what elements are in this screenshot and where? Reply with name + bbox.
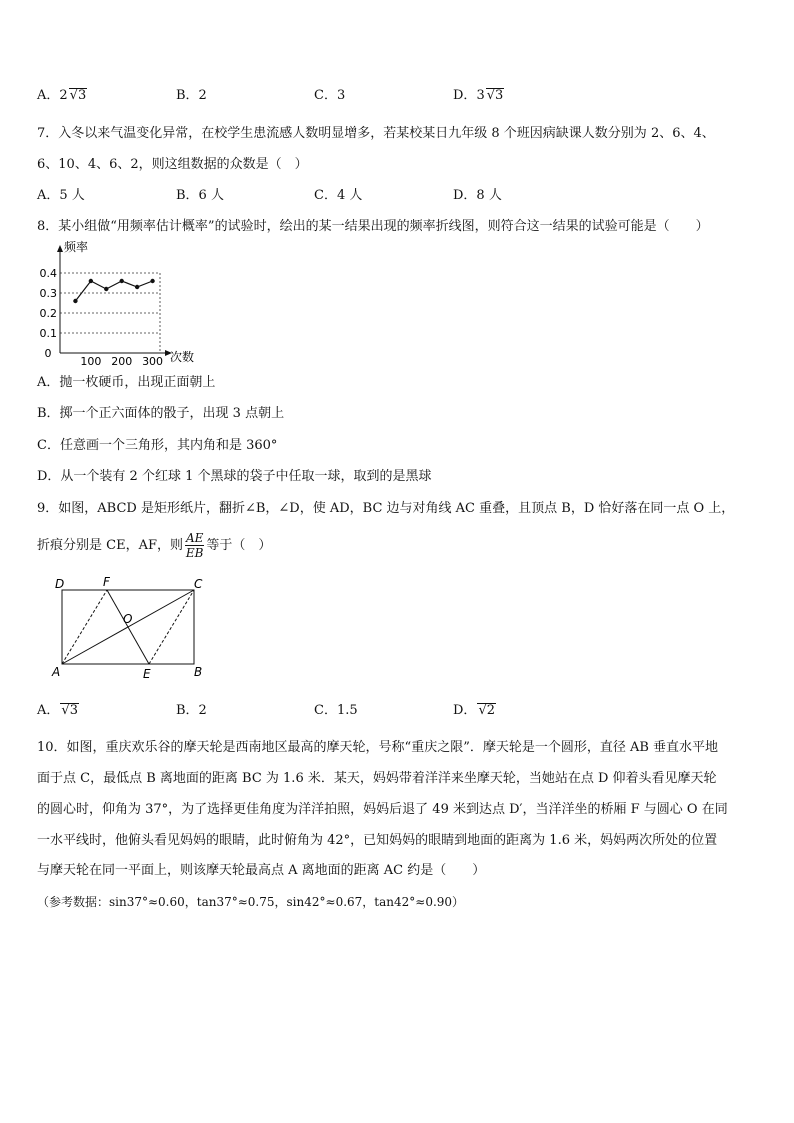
label-d: D — [55, 577, 65, 591]
label-e: E — [143, 667, 151, 681]
y-axis-arrow — [57, 245, 63, 252]
label-f: F — [103, 575, 110, 589]
data-point — [104, 287, 108, 291]
q9-option-a: A． √3 — [37, 703, 78, 718]
origin-label: 0 — [44, 347, 52, 360]
q8-option-c: C．任意画一个三角形，其内角和是 360° — [37, 438, 278, 453]
data-point — [135, 285, 139, 289]
q10-stem-line5: 与摩天轮在同一平面上，则该摩天轮最高点 A 离地面的距离 AC 约是（ ） — [37, 863, 486, 878]
y-tick-label: 0.4 — [39, 267, 57, 280]
q6-option-b: B．2 — [176, 88, 207, 103]
rectangle-fold-figure — [50, 574, 220, 684]
q7-stem-line2: 6、10、4、6、2，则这组数据的众数是（ ） — [37, 157, 308, 172]
q9-stem-line2: 折痕分别是 CE，AF，则 $\frac{AE}{EB}$ 等于（ ） — [37, 531, 272, 560]
y-tick-label: 0.1 — [39, 327, 57, 340]
q8-option-d: D．从一个装有 2 个红球 1 个黑球的袋子中任取一球，取到的是黑球 — [37, 469, 432, 484]
x-tick-label: 100 — [80, 355, 102, 368]
sqrt-symbol: √3 — [486, 88, 504, 103]
frequency-series-line — [75, 281, 152, 301]
q8-option-b: B．掷一个正六面体的骰子，出现 3 点朝上 — [37, 406, 285, 421]
data-point — [120, 279, 124, 283]
q10-stem-line2: 面于点 C，最低点 B 离地面的距离 BC 为 1.6 米．某天，妈妈带着洋洋来坐摩天轮，当她站在点 D 仰着头看见摩天轮 — [37, 771, 717, 786]
q7-option-a: A．5 人 — [37, 188, 85, 203]
q10-stem-line3: 的圆心时，仰角为 37°，为了选择更佳角度为洋洋拍照，妈妈后退了 49 米到达点 D′，当洋洋坐的桥厢 F 与圆心 O 在同 — [37, 802, 728, 817]
q10-stem-line4: 一水平线时，他俯头看见妈妈的眼睛，此时俯角为 42°，已知妈妈的眼睛到地面的距离为 1.6 米，妈妈两次所处的位置 — [37, 833, 718, 848]
segment-fe — [107, 590, 149, 664]
data-point — [89, 279, 93, 283]
q10-stem-line1: 10．如图，重庆欢乐谷的摩天轮是西南地区最高的摩天轮，号称“重庆之限”．摩天轮是一个圆形，直径 AB 垂直水平地 — [37, 740, 719, 755]
data-point — [73, 299, 77, 303]
q8-stem: 8．某小组做“用频率估计概率”的试验时，绘出的某一结果出现的频率折线图，则符合这一结果的试验可能是（ ） — [37, 219, 709, 234]
y-tick-label: 0.3 — [39, 287, 57, 300]
q7-stem-line1: 7．入冬以来气温变化异常，在校学生患流感人数明显增多，若某校某日九年级 8 个班因病缺课人数分别为 2、6、4、 — [37, 126, 715, 141]
sqrt-symbol: √2 — [478, 703, 496, 718]
x-tick-label: 300 — [142, 355, 164, 368]
sqrt-symbol: √3 — [69, 88, 87, 103]
q9-stem-line1: 9．如图，ABCD 是矩形纸片，翻折∠B，∠D，使 AD，BC 边与对角线 AC 重叠，且顶点 B，D 恰好落在同一点 O 上， — [37, 501, 735, 516]
y-axis-label: 频率 — [64, 240, 89, 254]
fold-line-ce — [149, 590, 194, 664]
y-tick-label: 0.2 — [39, 307, 57, 320]
label-c: C — [194, 577, 203, 591]
q9-option-b: B．2 — [176, 703, 207, 718]
q7-option-b: B．6 人 — [176, 188, 224, 203]
data-point — [150, 279, 154, 283]
fraction-ae-eb: $\frac{AE}{EB}$ — [185, 531, 204, 560]
fold-line-af — [62, 590, 107, 664]
q8-option-a: A．抛一枚硬币，出现正面朝上 — [37, 375, 216, 390]
label-o: O — [123, 612, 133, 626]
q9-option-c: C．1.5 — [314, 703, 358, 718]
q7-option-d: D．8 人 — [453, 188, 502, 203]
label-b: B — [194, 665, 203, 679]
label-a: A — [52, 665, 61, 679]
x-tick-label: 200 — [111, 355, 133, 368]
q9-option-d: D． √2 — [453, 703, 496, 718]
q7-option-c: C．4 人 — [314, 188, 363, 203]
q6-option-c: C．3 — [314, 88, 346, 103]
frequency-line-chart — [30, 236, 220, 368]
q6-option-d: D．3 √3 — [453, 88, 504, 103]
sqrt-symbol: √3 — [61, 703, 78, 718]
q10-reference-data: （参考数据：sin37°≈0.60，tan37°≈0.75，sin42°≈0.67，tan42°≈0.90） — [37, 895, 465, 909]
q6-option-a: A．2 √3 — [37, 88, 87, 103]
x-axis-label: 次数 — [170, 350, 195, 364]
